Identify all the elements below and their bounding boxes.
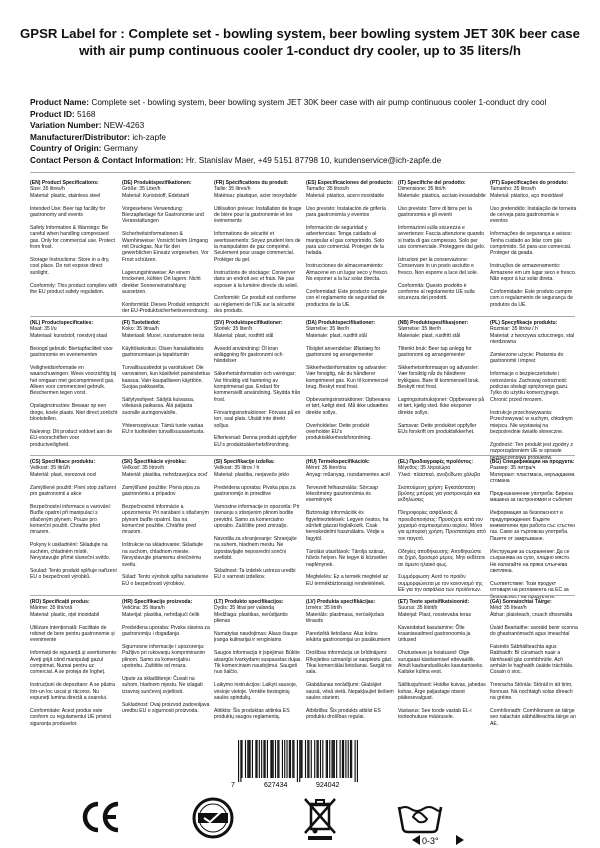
spec-block-text: Μέγεθος: 35 λίτρα/ώρα Υλικό: πλαστικό, ανοξείδωτο χάλυβα Σκοπούμενη χρήση: Εγκατάσταση βρύσης μπύρας για γαστρονομία και εκδηλώσεις Πληροφορίες ασφάλειας & προειδοποιήσεις: Προσέχετε κατά τον χειρισμό συμπιεσμένου αερίου. Μόνο για εμπορική χρήση. Προστατέψτε από τον παγετό. Οδηγίες αποθήκευσης: Αποθηκεύστε σε ξηρό, δροσερό μέρος. Μην εκθέτετε σε άμεσο ηλιακό φως. Συμμόρφωση: Αυτό το προϊόν συμμορφώνεται με τον κανονισμό της ΕΕ για την ασφάλεια των προϊόντων. xyxy=(398,465,486,594)
barcode-bar xyxy=(355,740,356,782)
spec-block-text: Veličina: 35 litara/h Materijal: plastika, nehrđajući čelik Predviđena uporaba: Pivska slavina za gastronomiju i događanja Sigurnosne informacije i upozorenja: Pažljivo pri rukovanju komprimiranim plinom. Samo za komercijalnu upotrebu. Zaštitite od mraza. Upute za skladištenje: Čuvati na suhom, hladnom mjestu. Ne izlagati izravnoj sunčevoj svjetlosti. Sukladnost: Ovaj proizvod zadovoljava uredbu EU o sigurnosti proizvoda. xyxy=(122,605,210,714)
barcode-bar xyxy=(316,740,317,778)
spec-block-heading: (LV) Produkta specifikācijas: xyxy=(306,599,376,605)
spec-block-text: Koko: 35 litraa/h Materiaali: Muovi, ruostumaton teräs Käyttötarkoitus: Oluen hanalaitteisto gastronomiaan ja tapahtumiin Turvallisuustiedot ja varoitukset: Ole varovainen, kun käsittelet paineistettua kaasua. Vain kaupalliseen käyttöön. Suojaa pakkaselta. Säilytysohjeet: Säilytä kuivassa, viileässä paikassa. Älä paljasta suoralle auringonvalolle. Yhteensopivuus: Tämä tuote vastaa EU:n tuotteiden turvallisuusasetusta. xyxy=(122,326,210,435)
barcode-bar xyxy=(311,740,312,778)
spec-block-heading: (NB) Produktspesifikasjoner: xyxy=(398,320,469,326)
barcode-bar xyxy=(250,740,251,778)
spec-block-heading: (PL) Specyfikacje produktu: xyxy=(490,320,558,326)
barcode-bar xyxy=(301,740,302,778)
spec-block xyxy=(306,599,394,731)
barcode-bar xyxy=(275,740,276,778)
language-spec-grid xyxy=(30,180,578,740)
info-product-id: Product ID: 5168 xyxy=(30,108,96,119)
spec-block xyxy=(490,320,578,461)
barcode-bar xyxy=(333,740,334,778)
info-variation-number: Variation Number: NEW-4263 xyxy=(30,120,145,130)
barcode-bar xyxy=(278,740,279,778)
divider-top xyxy=(30,172,575,173)
spec-block-heading: (BG) Спецификации на продукта: xyxy=(490,459,575,465)
barcode-bar xyxy=(331,740,332,778)
spec-block xyxy=(398,320,486,452)
spec-block-heading: (IT) Specifiche del prodotto: xyxy=(398,180,466,186)
spec-block-text: Méid: 35 lítear/h Ábhar: plaisteach, cruach dhosmálta Úsáid Beartaithe: saoráid beoir sconna do ghastranómacht agus imeachtaí Faisnéis Sábháilteachta agus Rabhaidh: Bí cúramach nuair a láimhseáil gás comhbhrúite. Ach amháin le haghaidh úsáide tráchtála. Cosain ó sioc. Treoracha Stórála: Stóráil in áit tirim, fionnuar. Ná nochtaigh solas díreach na gréine. Comhlíonadh: Comhlíonann an táirge seo rialachán sábháilteachta táirge an AE. xyxy=(490,605,578,727)
barcode-bar xyxy=(277,740,278,778)
spec-block-text: Tamanho: 35 litros/h Material: plástico, aço inoxidável Uso pretendido: Instalação de torneira de cerveja para gastronomia e eventos Informações de segurança e avisos: Tenha cuidado ao lidar com gás comprimido. Só para uso comercial. Proteger da geada. Instruções de armazenamento: Armazene em um lugar seco e fresco. Não expor à luz solar direta. Conformidade: Este produto cumpre com o regulamento de segurança de produtos da UE. xyxy=(490,186,577,308)
barcode-bar xyxy=(329,740,330,778)
spec-block xyxy=(490,180,578,312)
spec-block xyxy=(306,180,394,312)
barcode-bar xyxy=(259,740,260,778)
spec-block-heading: (FR) Spécifications du produit: xyxy=(214,180,289,186)
barcode-bar xyxy=(261,740,262,778)
spec-block-text: Méret: 35 liter/óra Anyag: műanyag, rozsdamentes acél Tervezett felhasználás: Sörcsap létesítmény gasztronómia és események Biztonsági információk és figyelmeztetések: Legyen óvatos, ha sűrített gázzal foglalkozik. Csak kereskedelmi használatra. Védje a fagytól. Tárolási utasítások: Tárolja száraz, hűvös helyen. Ne tegye ki közvetlen napfénynek. Megfelelés: Ez a termék megfelel az EU termékbiztonsági rendeletének. xyxy=(306,465,390,587)
spec-block-text: Suurus: 35 liitrit/h Materjal: Plast, roostevaba teras Kavandatud kasutamine: Õlle kraaniseadmed gastronoomia ja üritused Ohutusteave ja hoiatused: Olge surugaasi käsitsemisel ettevaatlik. Ainult kaubanduslikuks kasutamiseks. Kaitske külma eest. Säilitusjuhised: Hoidke kuivas, jahedas kohas. Ärge paljastage otsest päikesevalgust. Vastavus: See toode vastab EL-i tooteohutuse määrusele. xyxy=(398,605,486,721)
barcode-bar xyxy=(350,740,351,778)
spec-block-heading: (DA) Produktspecifikationer: xyxy=(306,320,376,326)
spec-block xyxy=(30,599,118,731)
rohs-compliant-icon xyxy=(188,795,238,841)
barcode-bar xyxy=(307,740,308,778)
spec-block-heading: (HR) Specifikacije proizvoda: xyxy=(122,599,193,605)
spec-block xyxy=(30,320,118,452)
spec-block-heading: (NL) Productspecificaties: xyxy=(30,320,94,326)
spec-block-text: Größe: 35 Liter/h Material: Kunststoff, Edelstahl Vorgesehene Verwendung: Bierzapfanlage für Gastronomie und Veranstaltungen Sicherheitsinformationen & Warnhinweise: Vorsicht beim Umgang mit Druckgas. Nur für den gewerblichen Einsatz vorgesehen. Vor Frost schützen. Lagerungshinweise: An einem trockenen, kühlen Ort lagern. Nicht direkter Sonneneinstrahlung aussetzen. Konformität: Dieses Produkt entspricht der EU-Produktsicherheitsverordnung. xyxy=(122,186,209,315)
product-info xyxy=(30,97,595,166)
spec-block-text: Tamaño: 35 litros/h Material: plástico, acero inoxidable Uso previsto: Instalación de grifería para gastronomía y eventos Información de seguridad y advertencias: Tenga cuidado al manipular el gas comprimido. Solo para uso comercial. Proteger de la helada. Instrucciones de almacenamiento: Almacene en un lugar seco y fresco. No exponer a la luz solar directa. Conformidad: Este producto cumple con el reglamento de seguridad de productos de la UE. xyxy=(306,186,389,308)
barcode-bar xyxy=(305,740,306,778)
spec-block-heading: (CS) Specifikace produktu: xyxy=(30,459,96,465)
divider-row-1 xyxy=(30,316,575,317)
barcode-bar xyxy=(265,740,266,778)
barcode-bar xyxy=(314,740,315,778)
barcode-bar xyxy=(241,740,242,778)
barcode-bar xyxy=(343,740,344,778)
barcode-bar xyxy=(256,740,257,778)
barcode-bar xyxy=(297,740,298,782)
compliance-icons xyxy=(0,795,600,845)
spec-block-heading: (HU) Termékspecifikációk: xyxy=(306,459,370,465)
spec-block-text: Mărime: 35 litri/oră Material: plastic, oțel inoxidabil Utilizare intenționată: Facilitate de robinet de bere pentru gastronomie și evenimente Informații de siguranță și avertismente: Aveți grijă când manipulați gazul comprimat. Numai pentru uz comercial. A se proteja de îngheț. Instrucțiuni de depozitare: A se păstra într-un loc uscat și răcoros. Nu expuneți lumina directă a soarelui. Conformitate: Acest produs este conform cu regulamentul UE privind siguranța produselor. xyxy=(30,605,118,727)
spec-block-text: Maat: 35 l/u Materiaal: kunststof, roestvrij staal Beoogd gebruik: Biertapfaciliteit voor gastronomie en evenementen Veiligheidsinformatie en waarschuwingen: Wees voorzichtig bij het omgaan met gecomprimeerd gas. Alleen voor commercieel gebruik. Beschermen tegen vorst. Opslaginstructies: Bewaar op een droge, koele plaats. Niet direct zonlicht blootstellen. Naleving: Dit product voldoet aan de EU-voorschriften voor productveiligheid. xyxy=(30,326,118,448)
spec-block xyxy=(214,599,302,731)
barcode-bar xyxy=(248,740,249,778)
spec-block-text: Taille: 35 litres/h Matériau: plastique, acier inoxydable Utilisation prévue: Installation de tirage de bière pour la gastronomie et les événements Informations de sécurité et avertissements: Soyez prudent lors de la manipulation de gaz comprimé. Seulement pour usage commercial. Protéger du gel. Instructions de stockage: Conserver dans un endroit sec et frais. Ne pas exposer à la lumière directe du soleil. Conformité: Ce produit est conforme au règlement de l'UE sur la sécurité des produits. xyxy=(214,186,302,315)
spec-block xyxy=(398,459,486,594)
barcode-digit-1: 7 xyxy=(231,782,235,789)
spec-block xyxy=(490,459,578,600)
barcode-bar xyxy=(284,740,285,778)
barcode-bar xyxy=(240,740,241,782)
barcode-bar xyxy=(247,740,248,778)
spec-block xyxy=(214,320,302,452)
barcode-bar xyxy=(308,740,309,778)
spec-block-heading: (SI) Specifikacije izdelka: xyxy=(214,459,275,465)
barcode-bar xyxy=(290,740,291,778)
barcode-bar xyxy=(286,740,287,778)
spec-block-heading: (ES) Especificaciones del producto: xyxy=(306,180,393,186)
barcode-bar xyxy=(282,740,283,778)
barcode-bar xyxy=(340,740,341,778)
barcode-bar xyxy=(273,740,274,778)
barcode-digits-left: 627434 xyxy=(264,782,288,789)
barcode-digits-right: 924042 xyxy=(316,782,340,789)
spec-block xyxy=(398,599,486,731)
spec-block-heading: (GA) Sonraíochtaí Táirge: xyxy=(490,599,552,605)
barcode-bar xyxy=(292,740,293,778)
barcode-bar xyxy=(299,740,300,782)
spec-block-heading: (LT) Produkto specifikacijos: xyxy=(214,599,284,605)
spec-block-heading: (EN) Product Specifications: xyxy=(30,180,99,186)
info-contact: Contact Person & Contact Information: Hr. Stanislav Maer, +49 5151 87798 10, kundenservice@ich-zapfe.de xyxy=(30,154,442,165)
barcode-bar xyxy=(334,740,335,778)
spec-block-text: Dydis: 35 litrai per valandą Medžiaga: plastikas, nerūdijantis plienas Numatytas naudojimas: Alaus čiaupo įranga kulinarijai ir renginiams Saugos informacija ir įspėjimai: Būkite atsargūs tvarkydami suspaustas dujas. Tik komerciniam naudojimui. Saugoti nuo šalčio. Laikymo instrukcijos: Laikyti sausoje, vėsioje vietoje. Venkite tiesioginių saulės spindulių. Atitiktis: Šis produktas atitinka ES produktų saugos reglamentą. xyxy=(214,605,302,721)
barcode-bar xyxy=(345,740,346,778)
spec-block-text: Size: 35 litres/h Material: plastic, stainless steel Intended Use: Beer tap facility for gastronomy and events Safety Information & Warnings: Be careful when handling compressed gas. Only for commercial use. Protect from frost. Storage Instructions: Store in a dry, cool place. Do not expose direct sunlight. Conformity: This product complies with the EU product safety regulation. xyxy=(30,186,118,295)
spec-block xyxy=(122,599,210,731)
spec-block-heading: (SK) Špecifikácie výrobku: xyxy=(122,459,187,465)
info-manufacturer: Manufacturer/Distributor: ich-zapfe xyxy=(30,131,167,142)
barcode-bar xyxy=(267,740,268,778)
spec-block xyxy=(122,459,210,591)
barcode-bar xyxy=(238,740,239,782)
spec-block-text: Størrelse: 35 liter/h Materiale: plast, rustfritt stål Tiltenkt bruk: Beer tap anlegg for gastronomi og arrangementer Sikkerhetsinformasjon og advarsler: Vær forsiktig når du håndterer trykkgass. Bare til kommersiell bruk. Beskytt mot frost. Lagringsinstruksjoner: Oppbevares på et tørt, kjølig sted. Ikke eksponer direkte sollys. Samsvar: Dette produktet oppfyller EUs forskrift om produktsikkerhet. xyxy=(398,326,485,435)
barcode-bar xyxy=(300,740,301,778)
barcode-bar xyxy=(270,740,271,778)
barcode-bar xyxy=(263,740,264,778)
spec-block-heading: (RO) Specificații produs: xyxy=(30,599,90,605)
barcode-bar xyxy=(351,740,352,778)
spec-block-text: Izmērs: 35 litri/h Materiāls: plastmasa, nerūsējošais tērauds Paredzētā lietošana: Alus krānu iekārta gastronomijai un pasākumiem Drošības informācija un brīdinājumi: Rīkojieties uzmanīgi ar saspiestu gāzi. Tikai komerciālai lietošanai. Sargāt no sala. Glabāšanas norādījumi: Glabājiet sausā, vēsā vietā. Nepakļaujiet tiešiem saules stariem. Atbilstība: Šis produkts atbilst ES produktu drošības regulai. xyxy=(306,605,394,721)
spec-block xyxy=(122,180,210,315)
spec-block-heading: (SV) Produktspecifikationer: xyxy=(214,320,283,326)
barcode-bar xyxy=(293,740,294,778)
barcode-bar xyxy=(289,740,290,778)
barcode-bar xyxy=(342,740,343,778)
spec-block-heading: (FI) Tuotetiedot: xyxy=(122,320,161,326)
barcode-bar xyxy=(252,740,253,778)
spec-block-text: Velikost: 35 litrů/h Materiál: plast, nerezová ocel Zamýšlené použití: Pivní stop zařízení pro gastronomii a akce Bezpečnostní informace a varování: Buďte opatrní při manipulaci s stlačeným plynem. Pouze pro komerční použití. Chraňte před mrazem. Pokyny k uskladnění: Skladujte na suchém, chladném místě. Nevystavujte přímé sluneční světlo. Soulad: Tento produkt splňuje nařízení EU o bezpečnosti výrobků. xyxy=(30,465,117,581)
spec-block xyxy=(30,180,118,312)
label-title: GPSR Label for : Complete set - bowling system, beer bowling system JET 30K beer case with air pump continuous cooler 1-conduct dry cooler, up to 35 liters/h xyxy=(20,26,580,58)
barcode-bar xyxy=(357,740,358,782)
spec-block-text: Размер: 35 литра/ч Материал: пластмаса, неръждаема стомана Предназначение употреба: Бирена машина за гастрономия и събития Информация за безопасност и предупреждения: Бъдете внимателни при работа със сгъстен газ. Само за търговска употреба. Пазете от замръзване. Инструкции за съхранение: Да се съхранява на сухо, хладно място. Не излагайте на пряка слънчева светлина. Съответствие: Този продукт отговаря на регламента на ЕС за безопасност на продуктите. xyxy=(490,465,576,600)
barcode-bar xyxy=(318,740,319,778)
barcode-bar xyxy=(322,740,323,778)
spec-block-heading: (ET) Toote spetsifikatsioonid: xyxy=(398,599,470,605)
ce-mark-icon xyxy=(78,795,122,839)
barcode-bar xyxy=(320,740,321,778)
divider-row-2 xyxy=(30,455,575,456)
barcode-bar xyxy=(326,740,327,778)
spec-block-heading: (EL) Προδιαγραφές προϊόντος: xyxy=(398,459,474,465)
spec-block-heading: (PT) Especificações do produto: xyxy=(490,180,569,186)
spec-block-heading: (DE) Produktspezifikationen: xyxy=(122,180,192,186)
temperature-range-icon xyxy=(410,833,470,847)
spec-block xyxy=(398,180,486,312)
spec-block xyxy=(122,320,210,452)
weee-crossed-bin-icon xyxy=(300,795,340,841)
hand-wash-icon xyxy=(395,795,445,835)
spec-block xyxy=(214,180,302,315)
barcode-bar xyxy=(348,740,349,778)
spec-block xyxy=(214,459,302,591)
spec-block-text: Velikost: 35 litrov / h Material: plastika, nerjaveče jeklo Predvidena uporaba: Pivska pipa za gastronomijo in prireditve Varnostne informacije in opozorila: Pri ravnanju s stisnjenim plinom bodite previdni. Samo za komercialno uporabo. Zaščitite pred zmrzaljo. Navodila za shranjevanje: Shranjujte na suhem, hladnem mestu. Ne izpostavljajte neposredni sončni svetlobi. Skladnost: Ta izdelek ustreza uredbi EU o varnosti izdelkov. xyxy=(214,465,300,581)
barcode-bar xyxy=(336,740,337,778)
info-country-of-origin: Country of Origin: Germany xyxy=(30,143,138,153)
spec-block-text: Storlek: 35 liter/h Material: plast, rostfritt stål Avsedd användning: Öl kran anläggning för gastronomi och händelser Säkerhetsinformation och varningar: Var försiktig vid hantering av komprimerad gas. Endast för kommersiellt användning. Skydda från frost. Förvaringsinstruktioner: Förvara på en torr, sval plats. Utsätt inte direkt solljus. Efterlevnad: Denna produkt uppfyller EU:s produktsäkerhetsförordning. xyxy=(214,326,301,448)
ean-barcode xyxy=(228,738,368,790)
barcode-bar xyxy=(271,740,272,778)
divider-row-3 xyxy=(30,595,575,596)
temperature-range-label: 0-3° xyxy=(422,836,439,846)
barcode-bar xyxy=(327,740,328,778)
info-product-name: Product Name: Complete set - bowling system, beer bowling system JET 30K beer case with air pump continuous cooler 1-conduct dry cool xyxy=(30,97,547,107)
spec-block-text: Rozmiar: 35 litrów / h Materiał: z tworzywa sztucznego, stal nierdzewna Zamierzone użycie: Piwiarnia do gastronomii i imprez Informacje o bezpieczeństwie i ostrzeżenia: Zachowaj ostrożność podczas obsługi sprężonego gazu. Tylko do użytku komercyjnego. Chronić przed mrozem. Instrukcje przechowywania: Przechowywać w suchym, chłodnym miejscu. Nie wystawiaj na bezpośrednie światło słoneczne. Zgodność: Ten produkt jest zgodny z rozporządzeniem UE w sprawie bezpieczeństwa produktów. xyxy=(490,326,575,461)
barcode-bar xyxy=(245,740,246,778)
spec-block-text: Størrelse: 35 liter/h Materiale: plast, rustfrit stål Tilsigtet anvendelse: Ølanlæg for gastronomi og arrangementer Sikkerhedsinformation og advarsler: Vær forsigtig, når du håndterer komprimeret gas. Kun til kommerciel brug. Beskyt mod frost. Opbevaringsinstruktioner: Opbevares et tørt, køligt sted. Må ikke udsættes direkte sollys. Overholdelse: Dette produkt overholder EU's produktsikkerhedsforordning. xyxy=(306,326,391,442)
barcode-bar xyxy=(255,740,256,778)
spec-block xyxy=(306,459,394,591)
spec-block xyxy=(30,459,118,591)
spec-block xyxy=(306,320,394,452)
spec-block xyxy=(490,599,578,731)
spec-block-text: Veľkosť: 35 litrov/h Materiál: plastika, nehrdzavejúca oceľ Zamýšľané použitie: Pivná pipa za gastronómiu a prípadov Bezpečnostné informácie a upozornenia: Pri narábaní s stlačeným plynom buďte opatrní. Iba na komerčné použitie. Chráňte pred mrazom. Inštrukcie na skladovanie: Skladujte na suchom, chladnom mieste. Nevystavujte priamemu slnečnému svetlu. Súlad: Tento výrobok spĺňa nariadenie EÚ o bezpečnosti výrobkov. xyxy=(122,465,209,587)
spec-block-text: Dimensione: 35 litri/h Materiale: plastica, acciaio inossidabile Uso previsto: Torre di birra per la gastronomia e gli eventi Informazioni sulla sicurezza e avvertenze: Faccia attenzione quando si tratta di gas compresso. Solo per uso commerciale. Proteggere dal gelo. Istruzioni per la conservazione: Conservare in un posto asciutto e fresco. Non esporre a luce del sole. Conformità: Questo prodotto è conforme al regolamento UE sulla sicurezza dei prodotti. xyxy=(398,186,486,302)
